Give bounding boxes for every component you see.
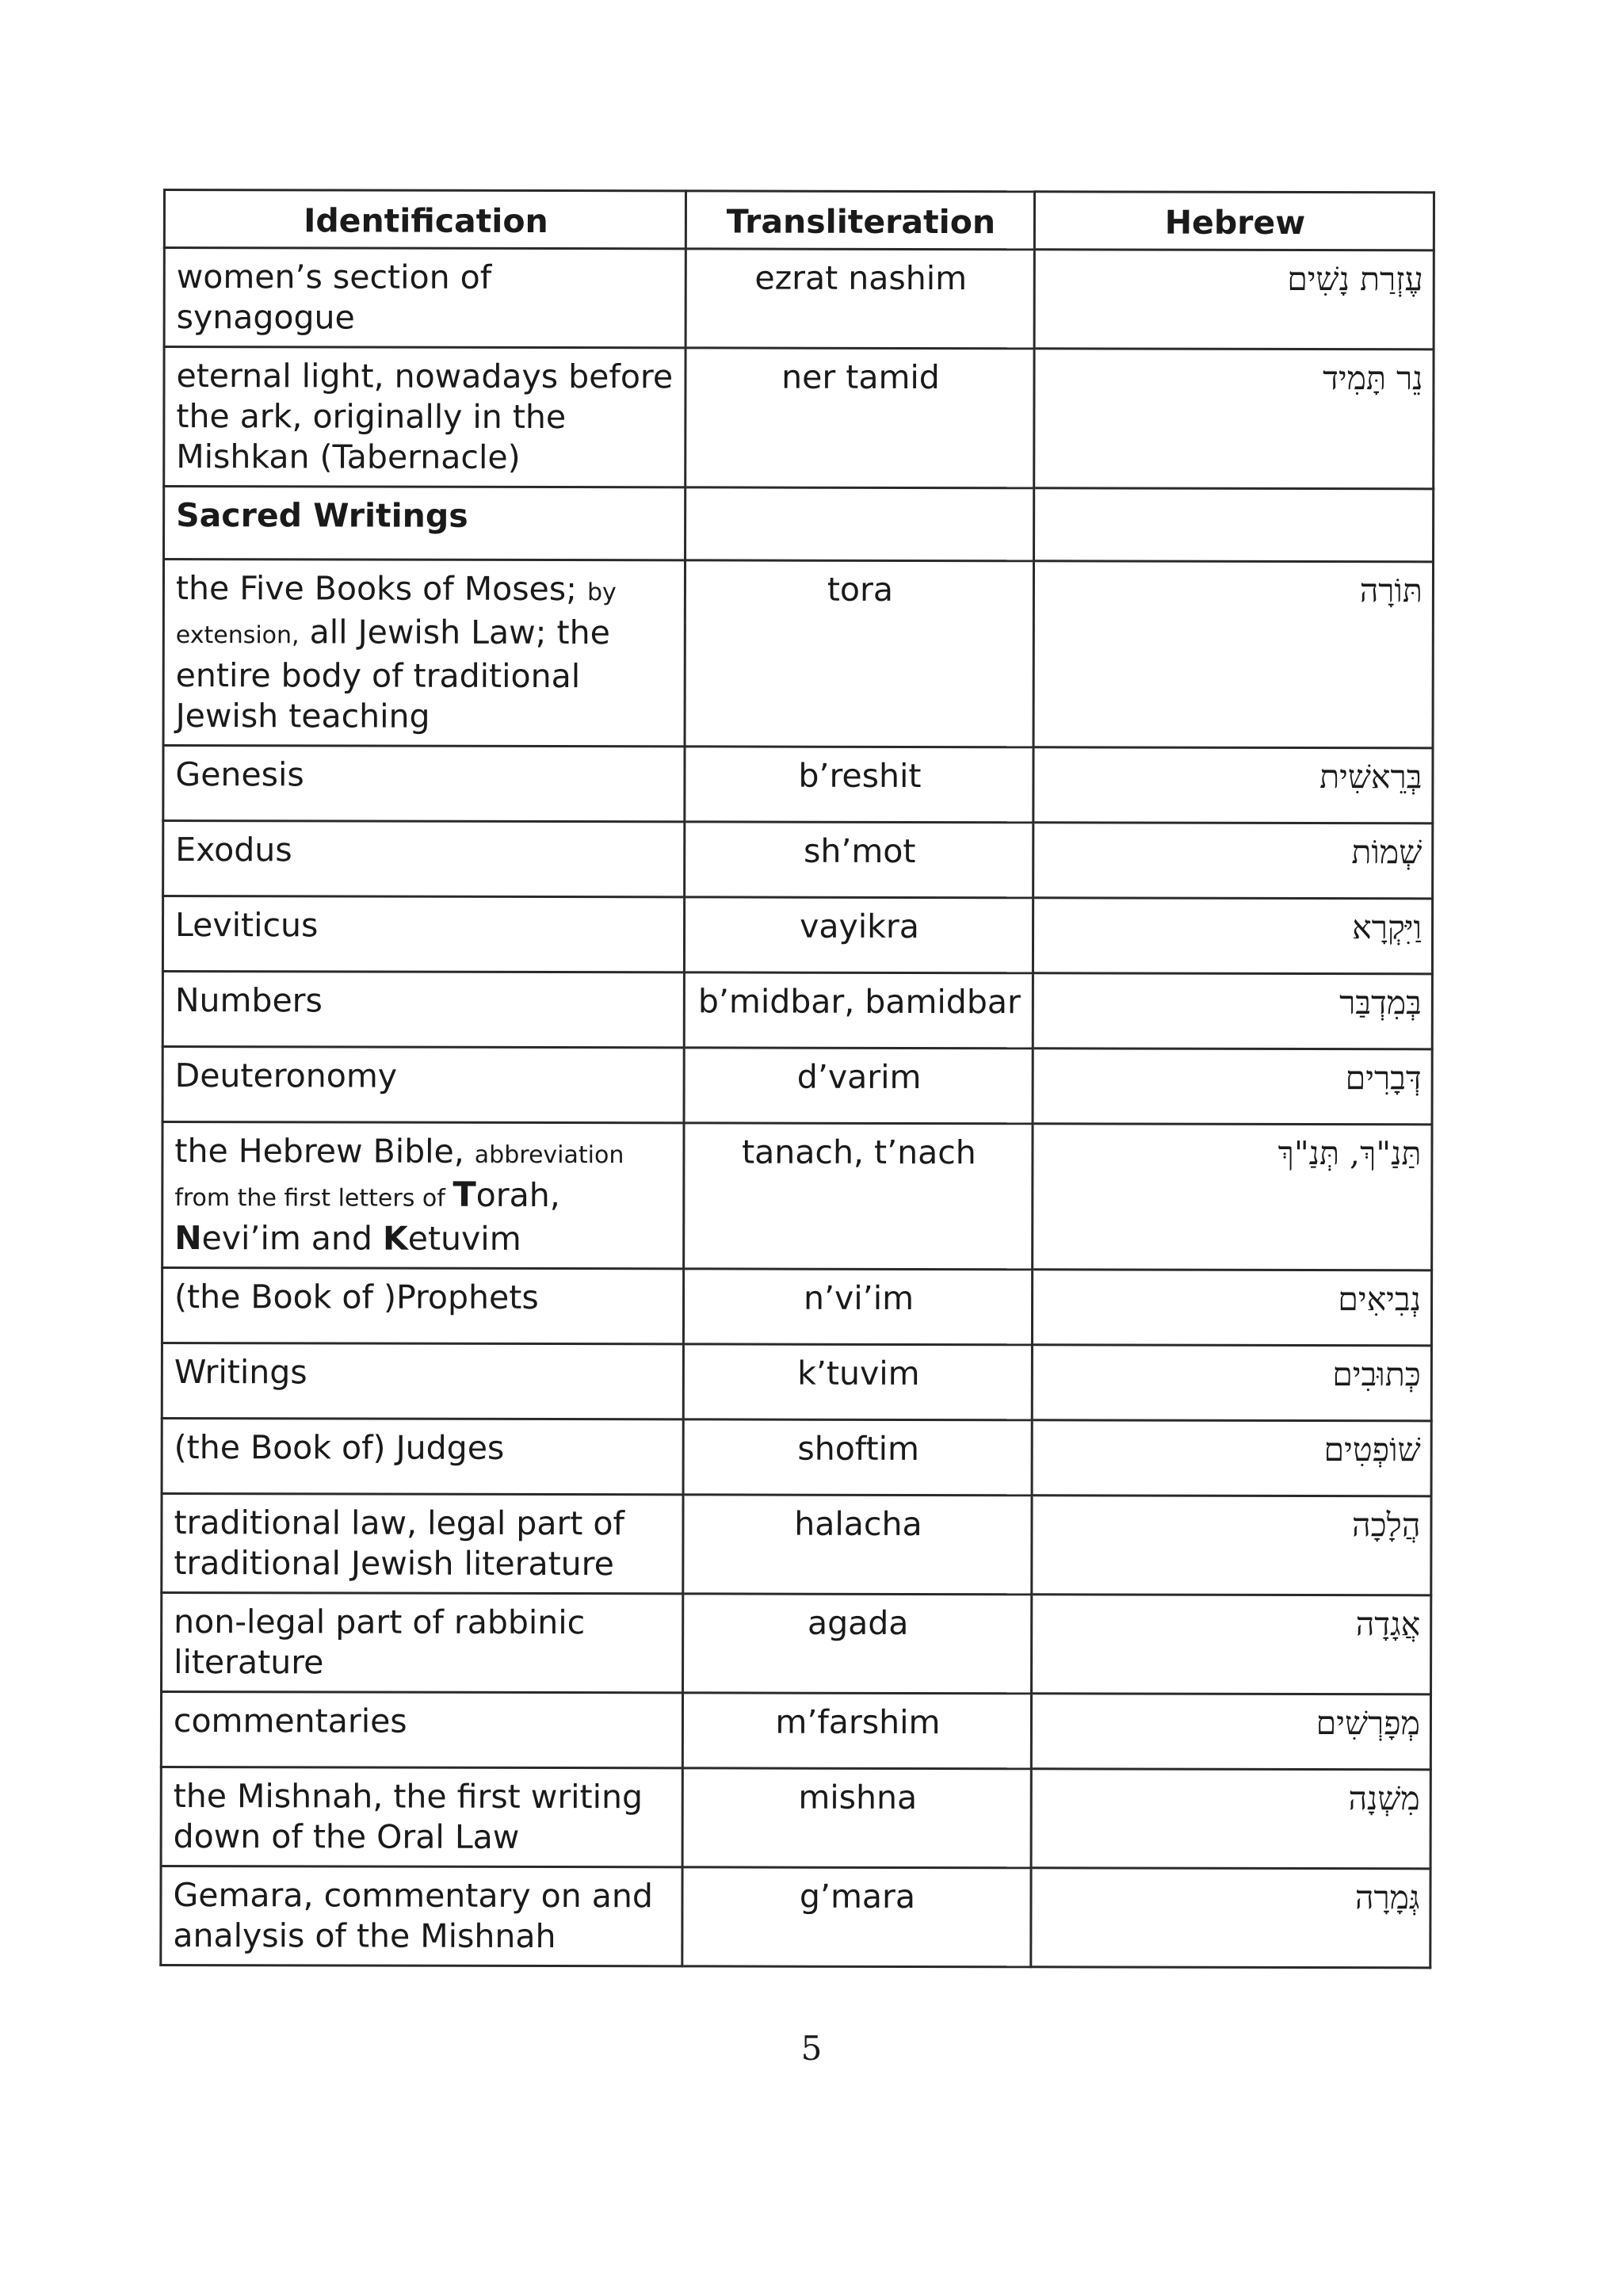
hebrew-cell: בְּרֵאשִׁית bbox=[1033, 747, 1433, 823]
transliteration-cell: shoftim bbox=[683, 1419, 1032, 1496]
transliteration-cell: halacha bbox=[683, 1495, 1032, 1595]
transliteration-cell: mishna bbox=[682, 1768, 1031, 1868]
table-row bbox=[162, 1122, 1432, 1270]
table-row bbox=[162, 1592, 1431, 1694]
table-header-row bbox=[164, 190, 1434, 250]
transliteration-cell: vayikra bbox=[684, 897, 1033, 973]
glossary-table bbox=[159, 189, 1435, 1969]
hebrew-cell: מְפָרְשִׁים bbox=[1031, 1694, 1430, 1770]
identification-text: orah, bbox=[475, 1175, 560, 1215]
table-row bbox=[162, 1493, 1431, 1595]
identification-cell: the Mishnah, the first writing down of the Oral Law bbox=[161, 1767, 682, 1866]
hebrew-cell: וַיִּקְרָא bbox=[1033, 898, 1432, 974]
transliteration-cell: b’midbar, bamidbar bbox=[684, 972, 1033, 1049]
identification-small-text: abbreviation from the first letters of bbox=[174, 1140, 624, 1213]
transliteration-cell: tanach, t’nach bbox=[684, 1123, 1033, 1270]
initial-letter: K bbox=[382, 1219, 408, 1258]
identification-cell: Genesis bbox=[163, 746, 685, 822]
hebrew-cell: דְּבָרִים bbox=[1033, 1049, 1432, 1125]
hebrew-cell: כְּתוּבִים bbox=[1032, 1345, 1431, 1421]
hebrew-cell: עֶזְרַת נָשִׁים bbox=[1034, 250, 1434, 350]
table-row bbox=[162, 972, 1432, 1049]
header-identification: Identification bbox=[164, 190, 685, 249]
table-row bbox=[162, 1418, 1431, 1496]
section-heading-row bbox=[164, 487, 1434, 562]
table-row bbox=[163, 821, 1433, 899]
table-row bbox=[161, 1767, 1430, 1868]
transliteration-cell: ner tamid bbox=[685, 348, 1034, 488]
transliteration-cell: b’reshit bbox=[685, 747, 1033, 823]
identification-cell: (the Book of )Prophets bbox=[162, 1268, 683, 1344]
identification-cell: commentaries bbox=[161, 1691, 682, 1767]
identification-cell: eternal light, nowadays before the ark, originally in the Mishkan (Tabernacle) bbox=[164, 347, 685, 487]
table-row bbox=[164, 347, 1434, 489]
transliteration-cell: d’varim bbox=[684, 1048, 1033, 1124]
identification-cell: Gemara, commentary on and analysis of the Mishnah bbox=[161, 1866, 682, 1966]
section-heading: Sacred Writings bbox=[164, 487, 685, 560]
hebrew-cell: הֲלָכָה bbox=[1032, 1496, 1431, 1595]
identification-cell: traditional law, legal part of traditional Jewish literature bbox=[162, 1493, 683, 1593]
identification-small-text: by extension, bbox=[175, 579, 617, 650]
hebrew-cell: נְבִיאִים bbox=[1032, 1270, 1431, 1346]
identification-cell bbox=[162, 1122, 684, 1269]
initial-letter: T bbox=[453, 1175, 476, 1215]
transliteration-cell bbox=[685, 487, 1034, 561]
table-row bbox=[162, 1047, 1432, 1125]
header-hebrew: Hebrew bbox=[1034, 192, 1434, 250]
table-row bbox=[161, 1866, 1430, 1967]
identification-cell: Deuteronomy bbox=[162, 1047, 684, 1123]
hebrew-cell: נֵר תָּמִיד bbox=[1034, 349, 1434, 489]
hebrew-cell: בְּמִדְבַּר bbox=[1033, 973, 1432, 1049]
table-row bbox=[162, 1343, 1431, 1421]
table-row bbox=[164, 248, 1434, 350]
transliteration-cell: n’vi’im bbox=[683, 1269, 1032, 1345]
hebrew-cell: גְּמָרָה bbox=[1031, 1868, 1430, 1968]
identification-text: etuvim bbox=[407, 1219, 521, 1258]
transliteration-cell: k’tuvim bbox=[683, 1344, 1032, 1420]
hebrew-cell: אֲגָדָה bbox=[1032, 1595, 1431, 1694]
identification-cell: Exodus bbox=[163, 821, 685, 897]
transliteration-cell: tora bbox=[685, 560, 1033, 747]
transliteration-cell: ezrat nashim bbox=[685, 249, 1034, 349]
identification-cell: women’s section of synagogue bbox=[164, 248, 685, 348]
table-row bbox=[162, 1268, 1431, 1346]
table-row bbox=[161, 1691, 1430, 1769]
identification-cell: Writings bbox=[162, 1343, 683, 1419]
page-number: 5 bbox=[800, 2029, 823, 2068]
hebrew-cell: שְׁמוֹת bbox=[1033, 823, 1433, 899]
transliteration-cell: m’farshim bbox=[682, 1693, 1031, 1769]
hebrew-cell: תַּנַ"ךְ, תְּנַ"ךְ bbox=[1033, 1124, 1432, 1270]
table-row bbox=[162, 896, 1432, 974]
identification-cell: non-legal part of rabbinic literature bbox=[162, 1592, 683, 1692]
identification-cell: Numbers bbox=[162, 972, 684, 1048]
identification-cell bbox=[163, 560, 685, 747]
hebrew-cell: שׁוֹפְטִים bbox=[1032, 1420, 1431, 1496]
identification-text: the Five Books of Moses; bbox=[175, 569, 588, 609]
transliteration-cell: sh’mot bbox=[685, 822, 1033, 898]
transliteration-cell: agada bbox=[683, 1594, 1032, 1694]
hebrew-cell: תּוֹרָה bbox=[1033, 561, 1433, 748]
identification-cell: (the Book of) Judges bbox=[162, 1418, 683, 1494]
header-transliteration: Transliteration bbox=[685, 191, 1034, 250]
initial-letter: N bbox=[174, 1219, 202, 1258]
table-row bbox=[163, 746, 1433, 823]
transliteration-cell: g’mara bbox=[682, 1867, 1031, 1967]
table-row bbox=[163, 560, 1433, 748]
hebrew-cell bbox=[1034, 488, 1434, 562]
identification-text: evi’im and bbox=[201, 1219, 384, 1258]
identification-cell: Leviticus bbox=[162, 896, 684, 972]
hebrew-cell: מִשְׁנָה bbox=[1031, 1769, 1430, 1869]
identification-text: the Hebrew Bible, bbox=[174, 1132, 475, 1171]
identification-text: all Jewish Law; the entire body of traditional Jewish teaching bbox=[175, 613, 610, 735]
